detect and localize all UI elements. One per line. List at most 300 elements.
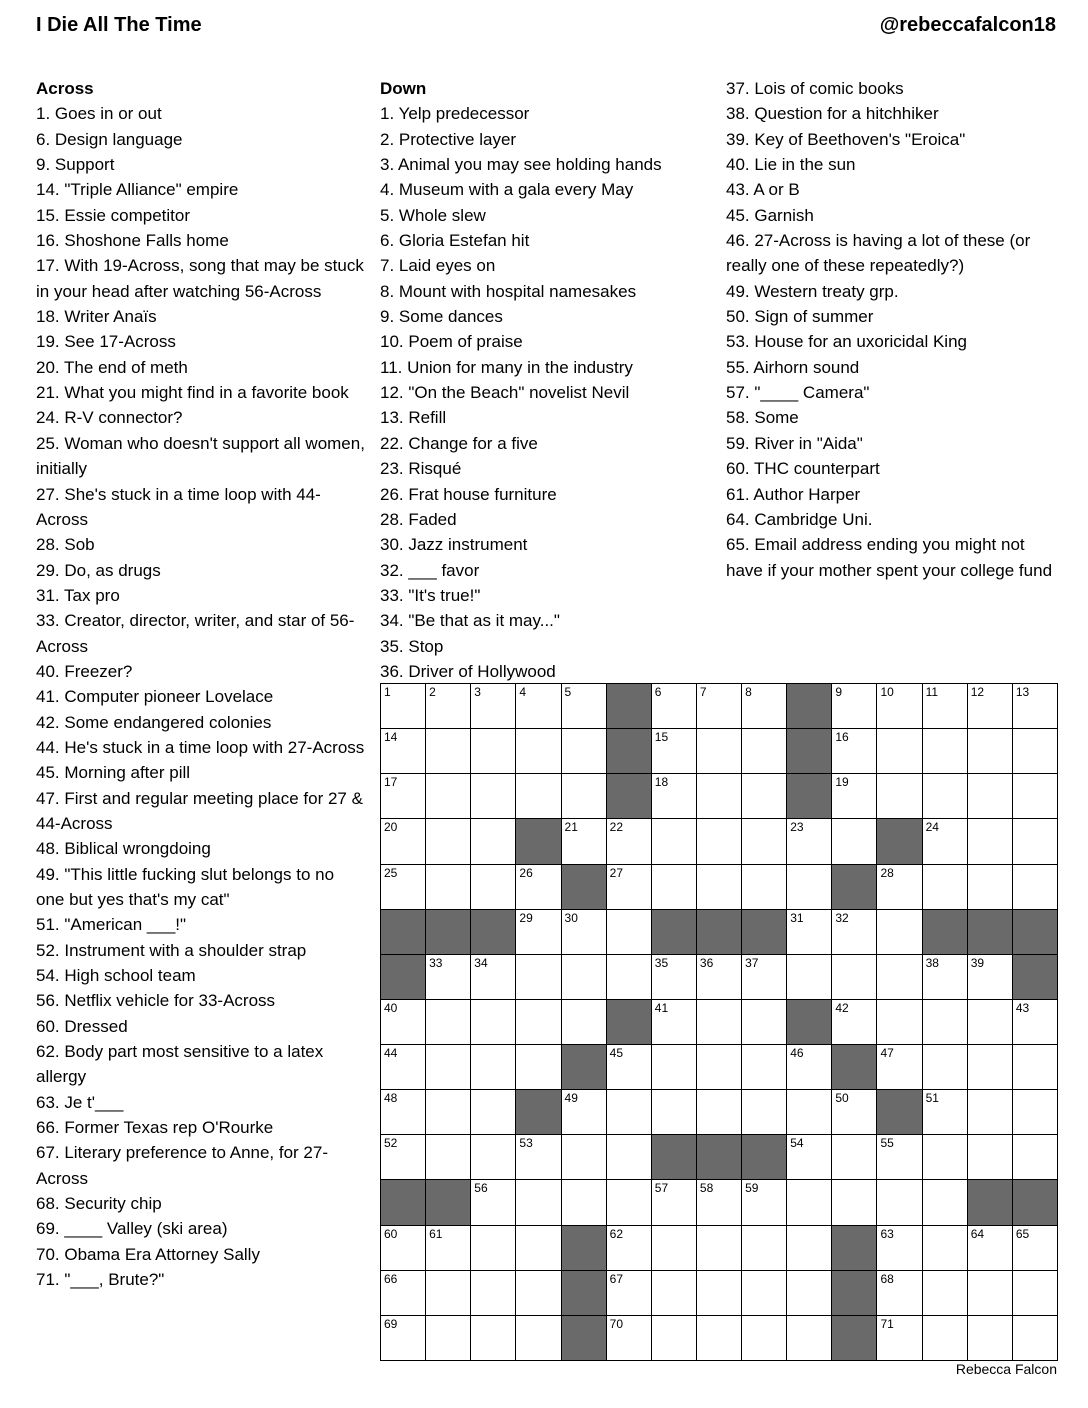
grid-cell[interactable] [426, 774, 471, 819]
grid-cell[interactable] [607, 1316, 652, 1361]
block-cell [426, 910, 471, 955]
grid-cell[interactable] [426, 1090, 471, 1135]
grid-cell[interactable] [1013, 1000, 1058, 1045]
block-cell [381, 910, 426, 955]
grid-cell[interactable] [652, 1000, 697, 1045]
clue-30-down: 30. Jazz instrument [380, 535, 528, 555]
cell-number: 54 [790, 1136, 804, 1151]
grid-cell[interactable] [652, 1226, 697, 1271]
clue-33-down: 33. "It's true!" [380, 585, 481, 605]
clue-67-across: 67. Literary preference to Anne, for 27-Across [36, 1143, 329, 1188]
block-cell [968, 1180, 1013, 1225]
grid-cell[interactable] [968, 1135, 1013, 1180]
clue-5-down: 5. Whole slew [380, 205, 486, 225]
grid-cell[interactable] [426, 1000, 471, 1045]
clue-1-down: 1. Yelp predecessor [380, 104, 530, 124]
grid-cell[interactable] [968, 774, 1013, 819]
cell-number: 20 [384, 820, 398, 835]
cell-number: 47 [880, 1046, 894, 1060]
grid-cell[interactable] [607, 1271, 652, 1316]
down-clues-column-1 [380, 76, 714, 684]
grid-cell[interactable] [607, 910, 652, 955]
grid-cell[interactable] [562, 1180, 607, 1225]
grid-cell[interactable] [742, 819, 787, 864]
grid-cell[interactable] [832, 1135, 877, 1180]
block-cell [697, 910, 742, 955]
grid-cell[interactable] [652, 1271, 697, 1316]
grid-cell[interactable] [832, 774, 877, 819]
cell-number: 21 [564, 820, 578, 835]
grid-cell[interactable] [562, 819, 607, 864]
clue-53-down: 53. House for an uxoricidal King [726, 332, 967, 352]
grid-cell[interactable] [742, 1271, 787, 1316]
grid-cell[interactable] [426, 819, 471, 864]
cell-number: 8 [745, 685, 752, 699]
grid-cell[interactable] [652, 819, 697, 864]
cell-number: 3 [474, 685, 481, 699]
crossword-grid [380, 683, 1058, 1361]
grid-cell[interactable] [652, 865, 697, 910]
grid-cell[interactable] [471, 729, 516, 774]
cell-number: 26 [519, 865, 533, 880]
block-cell [1013, 955, 1058, 1000]
clue-49-across: 49. "This little fucking slut belongs to no one but yes that's my cat" [36, 864, 335, 909]
grid-cell[interactable] [1013, 1271, 1058, 1316]
grid-cell[interactable] [471, 1090, 516, 1135]
cell-number: 64 [970, 1226, 985, 1241]
grid-cell[interactable] [697, 865, 742, 910]
grid-cell[interactable] [968, 1271, 1013, 1316]
clue-37-down: 37. Lois of comic books [726, 79, 904, 98]
grid-cell[interactable] [697, 1180, 742, 1225]
block-cell [562, 1271, 607, 1316]
grid-cell[interactable] [787, 955, 832, 1000]
cell-number: 27 [609, 865, 624, 880]
grid-cell[interactable] [471, 1180, 516, 1225]
grid-cell[interactable] [923, 955, 968, 1000]
grid-cell[interactable] [832, 729, 877, 774]
grid-cell[interactable] [562, 729, 607, 774]
grid-cell[interactable] [742, 1226, 787, 1271]
cell-number: 60 [384, 1226, 398, 1241]
grid-cell[interactable] [787, 1316, 832, 1361]
grid-cell[interactable] [697, 1316, 742, 1361]
grid-cell[interactable] [742, 955, 787, 1000]
grid-cell[interactable] [607, 955, 652, 1000]
clue-16-across: 16. Shoshone Falls home [36, 231, 229, 251]
grid-cell[interactable] [652, 1090, 697, 1135]
grid-cell[interactable] [697, 1090, 742, 1135]
grid-cell[interactable] [742, 684, 787, 729]
clue-50-down: 50. Sign of summer [726, 307, 874, 327]
clue-42-across: 42. Some endangered colonies [36, 712, 272, 732]
grid-cell[interactable] [607, 1180, 652, 1225]
clue-59-down: 59. River in "Aida" [726, 433, 863, 453]
clue-64-down: 64. Cambridge Uni. [726, 509, 873, 529]
clue-4-down: 4. Museum with a gala every May [380, 180, 634, 200]
grid-cell[interactable] [742, 1000, 787, 1045]
clue-9-down: 9. Some dances [380, 307, 503, 327]
grid-cell[interactable] [381, 774, 426, 819]
block-cell [832, 1045, 877, 1090]
grid-cell[interactable] [697, 684, 742, 729]
grid-cell[interactable] [652, 729, 697, 774]
block-cell [697, 1135, 742, 1180]
grid-cell[interactable] [381, 819, 426, 864]
clue-62-across: 62. Body part most sensitive to a latex allergy [36, 1042, 324, 1087]
grid-cell[interactable] [471, 819, 516, 864]
grid-cell[interactable] [516, 910, 561, 955]
clue-36-down: 36. Driver of Hollywood [380, 661, 556, 681]
clue-3-down: 3. Animal you may see holding hands [380, 155, 662, 175]
grid-cell[interactable] [381, 1271, 426, 1316]
grid-cell[interactable] [877, 955, 922, 1000]
grid-cell[interactable] [607, 1135, 652, 1180]
clue-29-across: 29. Do, as drugs [36, 560, 161, 580]
clue-71-across: 71. "___, Brute?" [36, 1270, 165, 1290]
grid-cell[interactable] [1013, 684, 1058, 729]
grid-cell[interactable] [832, 684, 877, 729]
grid-cell[interactable] [787, 910, 832, 955]
clue-2-down: 2. Protective layer [380, 129, 517, 149]
cell-number: 59 [745, 1181, 759, 1196]
grid-cell[interactable] [923, 729, 968, 774]
clue-7-down: 7. Laid eyes on [380, 256, 496, 276]
grid-cell[interactable] [562, 774, 607, 819]
grid-cell[interactable] [697, 819, 742, 864]
grid-cell[interactable] [697, 1226, 742, 1271]
grid-cell[interactable] [877, 684, 922, 729]
grid-cell[interactable] [923, 1180, 968, 1225]
grid-cell[interactable] [923, 819, 968, 864]
grid-cell[interactable] [516, 729, 561, 774]
grid-cell[interactable] [516, 1135, 561, 1180]
cell-number: 4 [519, 685, 527, 699]
grid-cell[interactable] [426, 1226, 471, 1271]
clue-1-across: 1. Goes in or out [36, 104, 162, 124]
cell-number: 66 [384, 1271, 398, 1286]
author-credit: Rebecca Falcon [955, 1361, 1057, 1377]
grid-cell[interactable] [381, 684, 426, 729]
grid-cell[interactable] [968, 1316, 1013, 1361]
grid-cell[interactable] [471, 1226, 516, 1271]
grid-cell[interactable] [426, 1316, 471, 1361]
grid-cell[interactable] [923, 1045, 968, 1090]
grid-cell[interactable] [562, 684, 607, 729]
clue-68-across: 68. Security chip [36, 1194, 162, 1214]
grid-cell[interactable] [877, 1226, 922, 1271]
grid-cell[interactable] [742, 1316, 787, 1361]
grid-cell[interactable] [516, 1000, 561, 1045]
grid-cell[interactable] [1013, 729, 1058, 774]
grid-cell[interactable] [697, 955, 742, 1000]
clue-12-down: 12. "On the Beach" novelist Nevil [380, 383, 630, 403]
grid-cell[interactable] [787, 1226, 832, 1271]
grid-cell[interactable] [426, 865, 471, 910]
grid-cell[interactable] [697, 1000, 742, 1045]
grid-cell[interactable] [877, 910, 922, 955]
grid-cell[interactable] [516, 1226, 561, 1271]
block-cell [923, 910, 968, 955]
grid-cell[interactable] [923, 1135, 968, 1180]
grid-cell[interactable] [832, 1000, 877, 1045]
grid-cell[interactable] [426, 955, 471, 1000]
block-cell [652, 910, 697, 955]
grid-cell[interactable] [832, 955, 877, 1000]
cell-number: 14 [384, 730, 398, 745]
grid-cell[interactable] [697, 1271, 742, 1316]
block-cell [381, 1180, 426, 1225]
grid-cell[interactable] [832, 1180, 877, 1225]
grid-cell[interactable] [381, 865, 426, 910]
grid-cell[interactable] [516, 955, 561, 1000]
grid-cell[interactable] [516, 774, 561, 819]
grid-cell[interactable] [697, 729, 742, 774]
cell-number: 18 [654, 775, 669, 790]
grid-cell[interactable] [1013, 1090, 1058, 1135]
grid-cell[interactable] [968, 819, 1013, 864]
block-cell [1013, 1180, 1058, 1225]
grid-cell[interactable] [877, 729, 922, 774]
grid-cell[interactable] [562, 1000, 607, 1045]
grid-cell[interactable] [923, 1090, 968, 1135]
grid-cell[interactable] [787, 1045, 832, 1090]
grid-cell[interactable] [562, 955, 607, 1000]
clue-21-across: 21. What you might find in a favorite book [36, 383, 349, 403]
clue-45-across: 45. Morning after pill [36, 763, 191, 783]
clue-33-across: 33. Creator, director, writer, and star of 56-Across [36, 611, 355, 656]
cell-number: 38 [925, 955, 939, 970]
grid-cell[interactable] [381, 729, 426, 774]
grid-cell[interactable] [471, 1135, 516, 1180]
clue-13-down: 13. Refill [380, 408, 447, 428]
grid-cell[interactable] [923, 774, 968, 819]
grid-cell[interactable] [787, 1271, 832, 1316]
cell-number: 13 [1015, 685, 1030, 699]
cell-number: 45 [609, 1046, 624, 1060]
grid-cell[interactable] [652, 774, 697, 819]
cell-number: 68 [880, 1271, 894, 1286]
grid-cell[interactable] [697, 774, 742, 819]
grid-cell[interactable] [1013, 1045, 1058, 1090]
grid-cell[interactable] [516, 1271, 561, 1316]
grid-cell[interactable] [652, 684, 697, 729]
grid-cell[interactable] [968, 1000, 1013, 1045]
block-cell [877, 819, 922, 864]
grid-cell[interactable] [607, 1045, 652, 1090]
grid-cell[interactable] [923, 1000, 968, 1045]
grid-cell[interactable] [742, 865, 787, 910]
clue-40-across: 40. Freezer? [36, 661, 133, 681]
block-cell [652, 1135, 697, 1180]
block-cell [832, 1316, 877, 1361]
grid-cell[interactable] [1013, 774, 1058, 819]
grid-cell[interactable] [787, 819, 832, 864]
grid-cell[interactable] [471, 865, 516, 910]
grid-cell[interactable] [652, 955, 697, 1000]
grid-cell[interactable] [516, 1180, 561, 1225]
grid-cell[interactable] [968, 865, 1013, 910]
grid-cell[interactable] [697, 1045, 742, 1090]
clue-32-down: 32. ___ favor [380, 560, 480, 580]
grid-cell[interactable] [923, 1271, 968, 1316]
grid-cell[interactable] [1013, 1316, 1058, 1361]
grid-cell[interactable] [381, 1226, 426, 1271]
grid-cell[interactable] [381, 1135, 426, 1180]
grid-cell[interactable] [426, 684, 471, 729]
grid-cell[interactable] [516, 1316, 561, 1361]
down-clue-list-2 [726, 76, 1057, 583]
cell-number: 71 [880, 1316, 894, 1331]
cell-number: 30 [564, 910, 578, 925]
block-cell [426, 1180, 471, 1225]
grid-cell[interactable] [968, 684, 1013, 729]
clue-28-down: 28. Faded [380, 509, 457, 529]
grid-cell[interactable] [607, 1090, 652, 1135]
grid-cell[interactable] [471, 1000, 516, 1045]
clue-60-across: 60. Dressed [36, 1016, 128, 1036]
cell-number: 5 [564, 685, 572, 699]
grid-cell[interactable] [787, 1135, 832, 1180]
grid-cell[interactable] [742, 729, 787, 774]
block-cell [787, 774, 832, 819]
cell-number: 1 [384, 685, 391, 699]
grid-cell[interactable] [607, 865, 652, 910]
grid-cell[interactable] [923, 684, 968, 729]
grid-cell[interactable] [923, 1316, 968, 1361]
clue-52-across: 52. Instrument with a shoulder strap [36, 940, 307, 960]
grid-cell[interactable] [516, 1045, 561, 1090]
grid-cell[interactable] [968, 729, 1013, 774]
grid-cell[interactable] [471, 1271, 516, 1316]
grid-cell[interactable] [968, 1045, 1013, 1090]
grid-cell[interactable] [832, 819, 877, 864]
clue-23-down: 23. Risqué [380, 459, 462, 479]
grid-cell[interactable] [877, 1180, 922, 1225]
grid-cell[interactable] [426, 1271, 471, 1316]
grid-cell[interactable] [787, 865, 832, 910]
grid-cell[interactable] [742, 1045, 787, 1090]
clue-40-down: 40. Lie in the sun [726, 155, 856, 175]
grid-cell[interactable] [742, 1180, 787, 1225]
grid-cell[interactable] [787, 1180, 832, 1225]
cell-number: 41 [654, 1000, 669, 1015]
clue-10-down: 10. Poem of praise [380, 332, 523, 352]
grid-cell[interactable] [1013, 819, 1058, 864]
clue-46-down: 46. 27-Across is having a lot of these (or really one of these repeatedly?) [726, 231, 1031, 276]
clue-24-across: 24. R-V connector? [36, 408, 183, 428]
grid-cell[interactable] [426, 729, 471, 774]
grid-cell[interactable] [1013, 1226, 1058, 1271]
cell-number: 50 [835, 1091, 849, 1106]
grid-cell[interactable] [877, 1316, 922, 1361]
clue-54-across: 54. High school team [36, 966, 196, 986]
clue-14-across: 14. "Triple Alliance" empire [36, 180, 239, 200]
grid-cell[interactable] [742, 774, 787, 819]
grid-cell[interactable] [968, 1090, 1013, 1135]
clue-57-down: 57. "____ Camera" [726, 383, 870, 403]
grid-cell[interactable] [471, 774, 516, 819]
grid-cell[interactable] [923, 865, 968, 910]
clue-19-across: 19. See 17-Across [36, 332, 176, 352]
grid-cell[interactable] [562, 1135, 607, 1180]
cell-number: 39 [970, 955, 985, 970]
block-cell [1013, 910, 1058, 955]
cell-number: 35 [654, 955, 669, 970]
cell-number: 40 [384, 1000, 398, 1015]
block-cell [562, 1226, 607, 1271]
grid-cell[interactable] [471, 1045, 516, 1090]
grid-cell[interactable] [607, 819, 652, 864]
block-cell [471, 910, 516, 955]
grid-cell[interactable] [832, 910, 877, 955]
cell-number: 33 [429, 955, 443, 970]
grid-cell[interactable] [877, 1135, 922, 1180]
grid-cell[interactable] [877, 865, 922, 910]
grid-cell[interactable] [652, 1045, 697, 1090]
grid-cell[interactable] [877, 1271, 922, 1316]
grid-cell[interactable] [381, 1090, 426, 1135]
grid-cell[interactable] [832, 1090, 877, 1135]
grid-cell[interactable] [426, 1045, 471, 1090]
cell-number: 65 [1015, 1226, 1030, 1241]
grid-cell[interactable] [562, 910, 607, 955]
grid-cell[interactable] [742, 1090, 787, 1135]
grid-cell[interactable] [471, 1316, 516, 1361]
clue-11-down: 11. Union for many in the industry [380, 357, 633, 377]
block-cell [516, 1090, 561, 1135]
cell-number: 62 [609, 1226, 624, 1241]
grid-cell[interactable] [1013, 1135, 1058, 1180]
cell-number: 19 [835, 775, 849, 790]
grid-cell[interactable] [516, 684, 561, 729]
clue-65-down: 65. Email address ending you might not have if your mother spent your college fund [726, 535, 1053, 580]
grid-cell[interactable] [1013, 865, 1058, 910]
grid-cell[interactable] [877, 1045, 922, 1090]
grid-cell[interactable] [787, 1090, 832, 1135]
grid-cell[interactable] [562, 1090, 607, 1135]
cell-number: 17 [384, 775, 398, 790]
cell-number: 23 [790, 820, 804, 835]
cell-number: 24 [925, 820, 939, 835]
clue-31-across: 31. Tax pro [36, 585, 120, 605]
grid-cell[interactable] [877, 774, 922, 819]
grid-cell[interactable] [426, 1135, 471, 1180]
grid-cell[interactable] [471, 955, 516, 1000]
grid-cell[interactable] [968, 1226, 1013, 1271]
clue-20-across: 20. The end of meth [36, 357, 188, 377]
cell-number: 6 [654, 685, 662, 699]
clue-25-across: 25. Woman who doesn't support all women, initially [36, 433, 365, 479]
grid-cell[interactable] [516, 865, 561, 910]
clue-8-down: 8. Mount with hospital namesakes [380, 281, 637, 301]
grid-cell[interactable] [471, 684, 516, 729]
clue-17-across: 17. With 19-Across, song that may be stuck in your head after watching 56-Across [36, 256, 364, 301]
grid-cell[interactable] [381, 1316, 426, 1361]
grid-cell[interactable] [877, 1000, 922, 1045]
clue-47-across: 47. First and regular meeting place for 27 & 44-Across [36, 788, 363, 833]
grid-cell[interactable] [607, 1226, 652, 1271]
grid-cell[interactable] [652, 1316, 697, 1361]
grid-cell[interactable] [381, 1000, 426, 1045]
across-clue-list [36, 101, 366, 1292]
grid-cell[interactable] [652, 1180, 697, 1225]
grid-cell[interactable] [968, 955, 1013, 1000]
clue-39-down: 39. Key of Beethoven's "Eroica" [726, 129, 966, 149]
grid-cell[interactable] [923, 1226, 968, 1271]
grid-cell[interactable] [381, 1045, 426, 1090]
cell-number: 10 [880, 685, 894, 699]
